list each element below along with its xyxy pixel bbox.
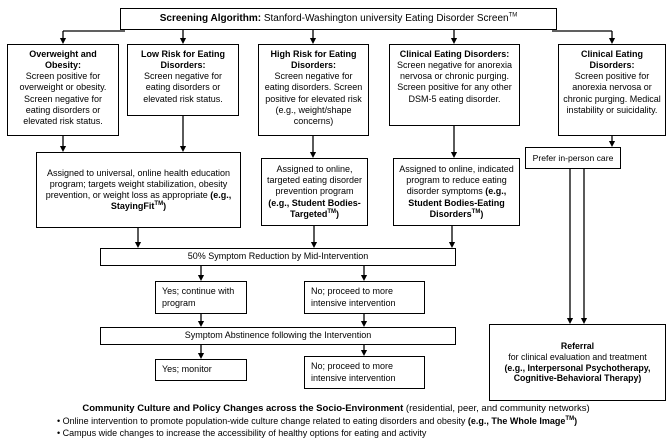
footer-bullet-2: • Campus wide changes to increase the accessibility of healthy options for eating and activity xyxy=(57,428,427,438)
mid-intervention-milestone xyxy=(100,248,456,266)
mid-intervention-text: 50% Symptom Reduction by Mid-Intervention xyxy=(187,251,369,262)
box-body: Screen positive for anorexia nervosa or chronic purging. Medical instability or suicidality. xyxy=(563,71,661,115)
outcome-yes-continue-text: Yes; continue with program xyxy=(162,286,235,308)
box-body: Screen negative for eating disorders or elevated risk status. xyxy=(143,71,223,104)
outcome-no-mid-text: No; proceed to more intensive intervention xyxy=(311,286,396,308)
box-body: Screen positive for overweight or obesity. Screen negative for eating disorders or elevated risk status. xyxy=(19,71,107,126)
outcome-yes-monitor-text: Yes; monitor xyxy=(162,364,212,375)
in-person-care-text: Prefer in-person care xyxy=(532,152,614,163)
box-header: Overweight and Obesity: xyxy=(29,49,97,71)
outcome-yes-continue xyxy=(155,281,247,314)
box-header: Clinical Eating Disorders: xyxy=(580,49,643,71)
program-box-targeted-text: Assigned to online, targeted eating disorder prevention program (e.g., Student Bodies-Targeted™) xyxy=(266,164,363,219)
outcome-no-mid xyxy=(304,281,425,314)
footer-bullet-1: • Online intervention to promote population-wide culture change related to eating disorders and obesity (e.g., The Whole Image™) xyxy=(57,416,578,426)
screen-box-high-risk xyxy=(258,44,369,136)
screen-box-overweight-obesity xyxy=(7,44,119,136)
screen-box-clinical-ed-severe xyxy=(558,44,666,136)
screen-box-low-risk xyxy=(127,44,239,116)
program-box-indicated-text: Assigned to online, indicated program to reduce eating disorder symptoms (e.g., Student Bodies-Eating Disorders™) xyxy=(399,164,514,219)
abstinence-milestone xyxy=(100,327,456,345)
box-header: Low Risk for Eating Disorders: xyxy=(140,49,225,71)
abstinence-text: Symptom Abstinence following the Intervention xyxy=(184,330,372,341)
footer-heading: Community Culture and Policy Changes across the Socio-Environment (residential, peer, and community networks) xyxy=(82,403,590,414)
referral-text: Referral for clinical evaluation and treatment (e.g., Interpersonal Psychotherapy, Cognitive-Behavioral Therapy) xyxy=(504,340,651,384)
screen-box-clinical-ed xyxy=(389,44,520,126)
in-person-care-box xyxy=(525,147,621,169)
outcome-yes-monitor xyxy=(155,359,247,381)
box-body: Screen negative for eating disorders. Screen positive for elevated risk (e.g., weight/shape concerns) xyxy=(264,71,363,126)
program-box-universal-text: Assigned to universal, online health education program; targets weight stabilization, obesity prevention, or weight loss as appropriate (e.g., StayingFit™) xyxy=(45,167,232,212)
box-header: High Risk for Eating Disorders: xyxy=(270,49,357,71)
title-box xyxy=(120,8,557,30)
outcome-no-post-text: No; proceed to more intensive intervention xyxy=(311,361,396,383)
title-text: Screening Algorithm: Stanford-Washington university Eating Disorder Screen™ xyxy=(159,12,518,24)
box-body: Screen negative for anorexia nervosa or chronic purging. Screen positive for any other DSM-5 eating disorder. xyxy=(396,60,513,104)
referral-box xyxy=(489,324,666,401)
program-box-indicated xyxy=(393,158,520,226)
program-box-universal xyxy=(36,152,241,228)
box-header: Clinical Eating Disorders: xyxy=(399,49,510,59)
program-box-targeted xyxy=(261,158,368,226)
outcome-no-post xyxy=(304,356,425,389)
